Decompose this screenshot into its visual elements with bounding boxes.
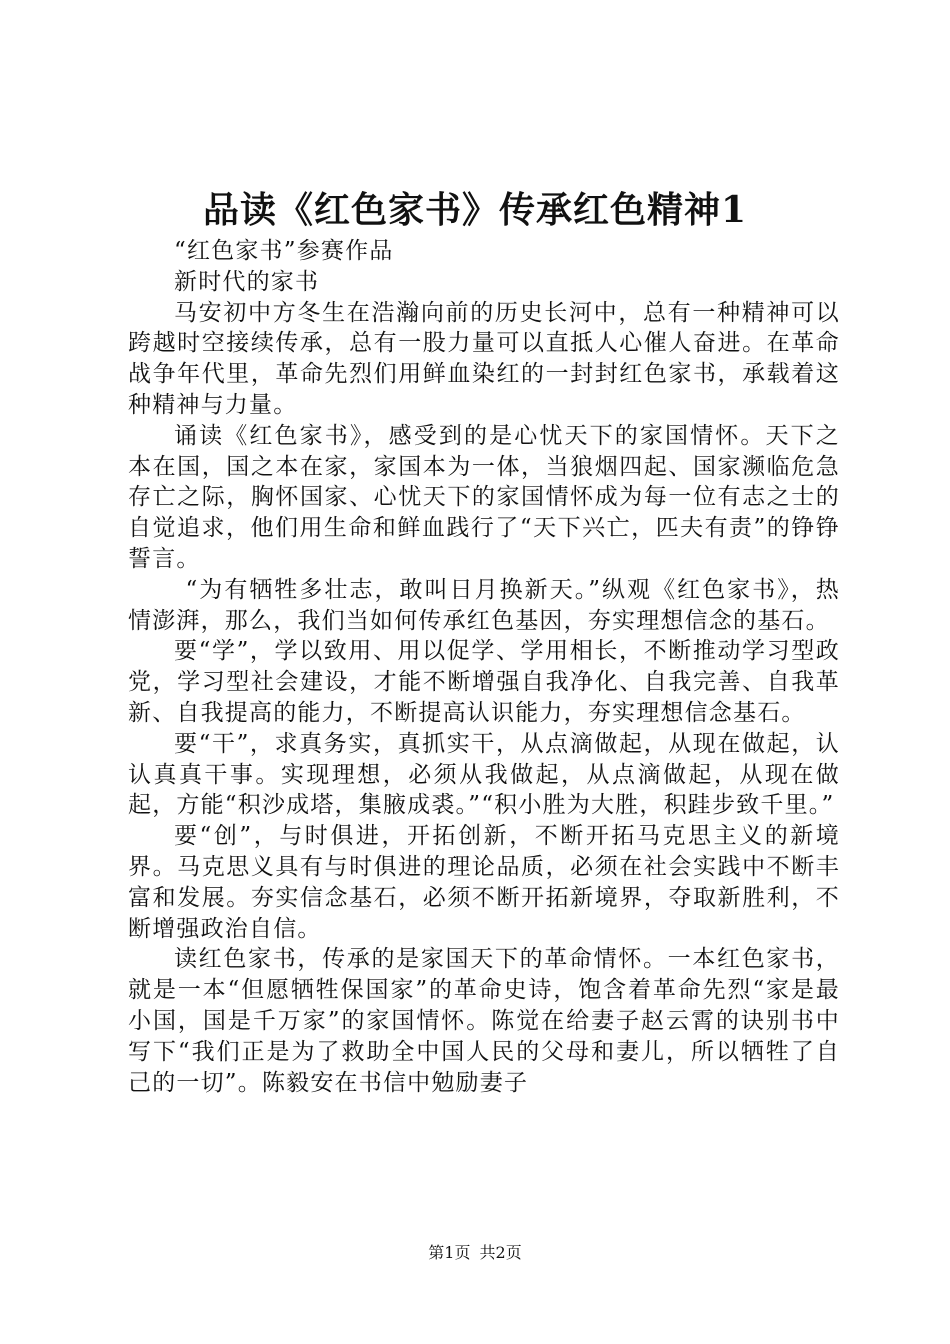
paragraph-innovate: 要“创”，与时俱进，开拓创新，不断开拓马克思主义的新境界。马克思义具有与时俱进的理论品质，必须在社会实践中不断丰富和发展。夯实信念基石，必须不断开拓新境界，夺取新胜利，不断增强政治自信。 xyxy=(128,823,840,942)
page-footer: 第1页 共2页 xyxy=(428,1243,522,1262)
document-title: 品读《红色家书》传承红色精神1 xyxy=(202,189,748,231)
paragraph-subtitle: 新时代的家书 xyxy=(174,268,320,295)
paragraph-family-country: 诵读《红色家书》，感受到的是心忧天下的家国情怀。天下之本在国，国之本在家，家国本为一体，当狼烟四起、国家濒临危急存亡之际，胸怀国家、心忧天下的家国情怀成为每一位有志之士的自觉追求，他们用生命和鲜血践行了“天下兴亡，匹夫有责”的铮铮誓言。 xyxy=(128,422,840,572)
paragraph-sacrifice-quote: “为有牺牲多壮志，敢叫日月换新天。”纵观《红色家书》，热情澎湃，那么，我们当如何传承红色基因，夯实理想信念的基石。 xyxy=(128,576,840,634)
paragraph-act: 要“干”，求真务实，真抓实干，从点滴做起，从现在做起，认认真真干事。实现理想，必须从我做起，从点滴做起，从现在做起，方能“积沙成塔，集腋成裘。”“积小胜为大胜，积跬步致千里。” xyxy=(128,730,840,819)
paragraph-revolutionary-sentiment: 读红色家书，传承的是家国天下的革命情怀。一本红色家书，就是一本“但愿牺牲保国家”的革命史诗，饱含着革命先烈“家是最小国，国是千万家”的家国情怀。陈觉在给妻子赵云霄的诀别书中写下“我们正是为了救助全中国人民的父母和妻儿，所以牺牲了自己的一切”。陈毅安在书信中勉励妻子 xyxy=(128,946,840,1096)
document-body xyxy=(128,236,840,1098)
paragraph-contest-label: “红色家书”参赛作品 xyxy=(174,238,394,264)
paragraph-intro: 马安初中方冬生在浩瀚向前的历史长河中，总有一种精神可以跨越时空接续传承，总有一股力量可以直抵人心催人奋进。在革命战争年代里，革命先烈们用鲜血染红的一封封红色家书，承载着这种精神与力量。 xyxy=(128,299,840,418)
paragraph-learn: 要“学”，学以致用、用以促学、学用相长，不断推动学习型政党，学习型社会建设，才能不断增强自我净化、自我完善、自我革新、自我提高的能力，不断提高认识能力，夯实理想信念基石。 xyxy=(128,638,840,726)
